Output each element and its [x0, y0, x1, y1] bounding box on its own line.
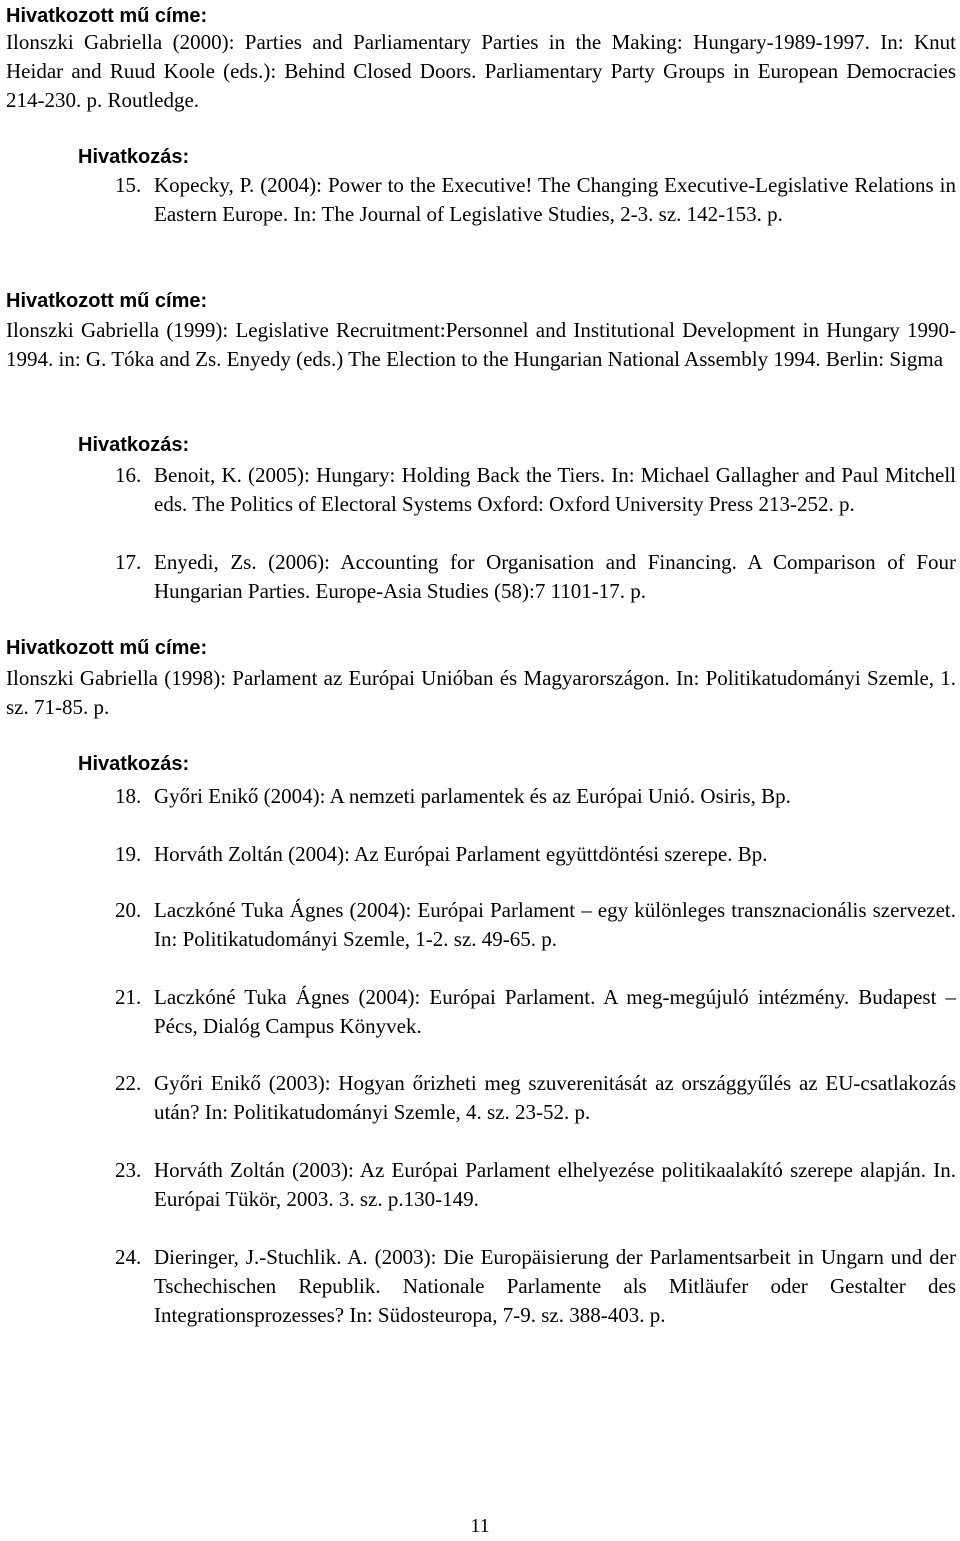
citation-text: Győri Enikő (2003): Hogyan őrizheti meg szuverenitását az országgyűlés az EU-csatlakozás után? In: Politikatudományi Szemle, 4. sz. 23-52. p. [154, 1071, 956, 1124]
citation-number: 16. [115, 463, 142, 487]
citation-item [115, 1069, 956, 1127]
citation-text: Kopecky, P. (2004): Power to the Executive! The Changing Executive-Legislative Relations in Eastern Europe. In: The Journal of Legislative Studies, 2-3. sz. 142-153. p. [154, 173, 956, 226]
citation-item [115, 896, 956, 954]
citation-text: Enyedi, Zs. (2006): Accounting for Organisation and Financing. A Comparison of Four Hungarian Parties. Europe-Asia Studies (58):7 1101-17. p. [154, 550, 956, 603]
citation-number: 21. [115, 985, 142, 1009]
citation-item [115, 1243, 956, 1330]
citation-text: Győri Enikő (2004): A nemzeti parlamentek és az Európai Unió. Osiris, Bp. [154, 784, 791, 808]
cited-work: Ilonszki Gabriella (1999): Legislative Recruitment:Personnel and Institutional Development in Hungary 1990-1994. in: G. Tóka and Zs. Enyedy (eds.) The Election to the Hungarian National Assembly 1994. Berlin: Sigma [6, 318, 956, 371]
citations-heading: Hivatkozás: [78, 434, 190, 456]
citation-item [115, 548, 956, 606]
citation-number: 20. [115, 898, 142, 922]
citation-text: Laczkóné Tuka Ágnes (2004): Európai Parlament. A meg-megújuló intézmény. Budapest – Pécs, Dialóg Campus Könyvek. [154, 985, 956, 1038]
citation-item [115, 171, 956, 229]
citation-item [115, 1156, 956, 1214]
citation-number: 15. [115, 173, 142, 197]
citation-item [115, 840, 956, 869]
cited-work: Ilonszki Gabriella (2000): Parties and Parliamentary Parties in the Making: Hungary-1989-1997. In: Knut Heidar and Ruud Koole (eds.): Behind Closed Doors. Parliamentary Party Groups in European Democracies 214-230. p. Routledge. [6, 30, 956, 112]
page-number: 11 [470, 1515, 490, 1537]
citation-item [115, 782, 956, 811]
citation-number: 23. [115, 1158, 142, 1182]
citation-number: 18. [115, 784, 142, 808]
citation-text: Dieringer, J.-Stuchlik. A. (2003): Die Europäisierung der Parlamentsarbeit in Ungarn und der Tschechischen Republik. Nationale Parlamente als Mitläufer oder Gestalter des Integrationsprozesses? In: Südosteuropa, 7-9. sz. 388-403. p. [154, 1245, 956, 1327]
citation-text: Benoit, K. (2005): Hungary: Holding Back the Tiers. In: Michael Gallagher and Paul Mitchell eds. The Politics of Electoral Systems Oxford: Oxford University Press 213-252. p. [154, 463, 956, 516]
citations-heading: Hivatkozás: [78, 753, 190, 775]
citation-item [115, 461, 956, 519]
citation-text: Horváth Zoltán (2003): Az Európai Parlament elhelyezése politikaalakító szerepe alapján. In. Európai Tükör, 2003. 3. sz. p.130-149. [154, 1158, 956, 1211]
cited-work-heading: Hivatkozott mű címe: [6, 290, 208, 312]
citation-number: 24. [115, 1245, 142, 1269]
citations-heading: Hivatkozás: [78, 146, 190, 168]
citation-item [115, 983, 956, 1041]
cited-work-heading: Hivatkozott mű címe: [6, 5, 208, 27]
citation-number: 22. [115, 1071, 142, 1095]
cited-work: Ilonszki Gabriella (1998): Parlament az Európai Unióban és Magyarországon. In: Politikatudományi Szemle, 1. sz. 71-85. p. [6, 666, 956, 719]
citation-number: 17. [115, 550, 142, 574]
citation-text: Laczkóné Tuka Ágnes (2004): Európai Parlament – egy különleges transznacionális szervezet. In: Politikatudományi Szemle, 1-2. sz. 49-65. p. [154, 898, 956, 951]
citation-number: 19. [115, 842, 142, 866]
cited-work-heading: Hivatkozott mű címe: [6, 637, 208, 659]
citation-text: Horváth Zoltán (2004): Az Európai Parlament együttdöntési szerepe. Bp. [154, 842, 768, 866]
